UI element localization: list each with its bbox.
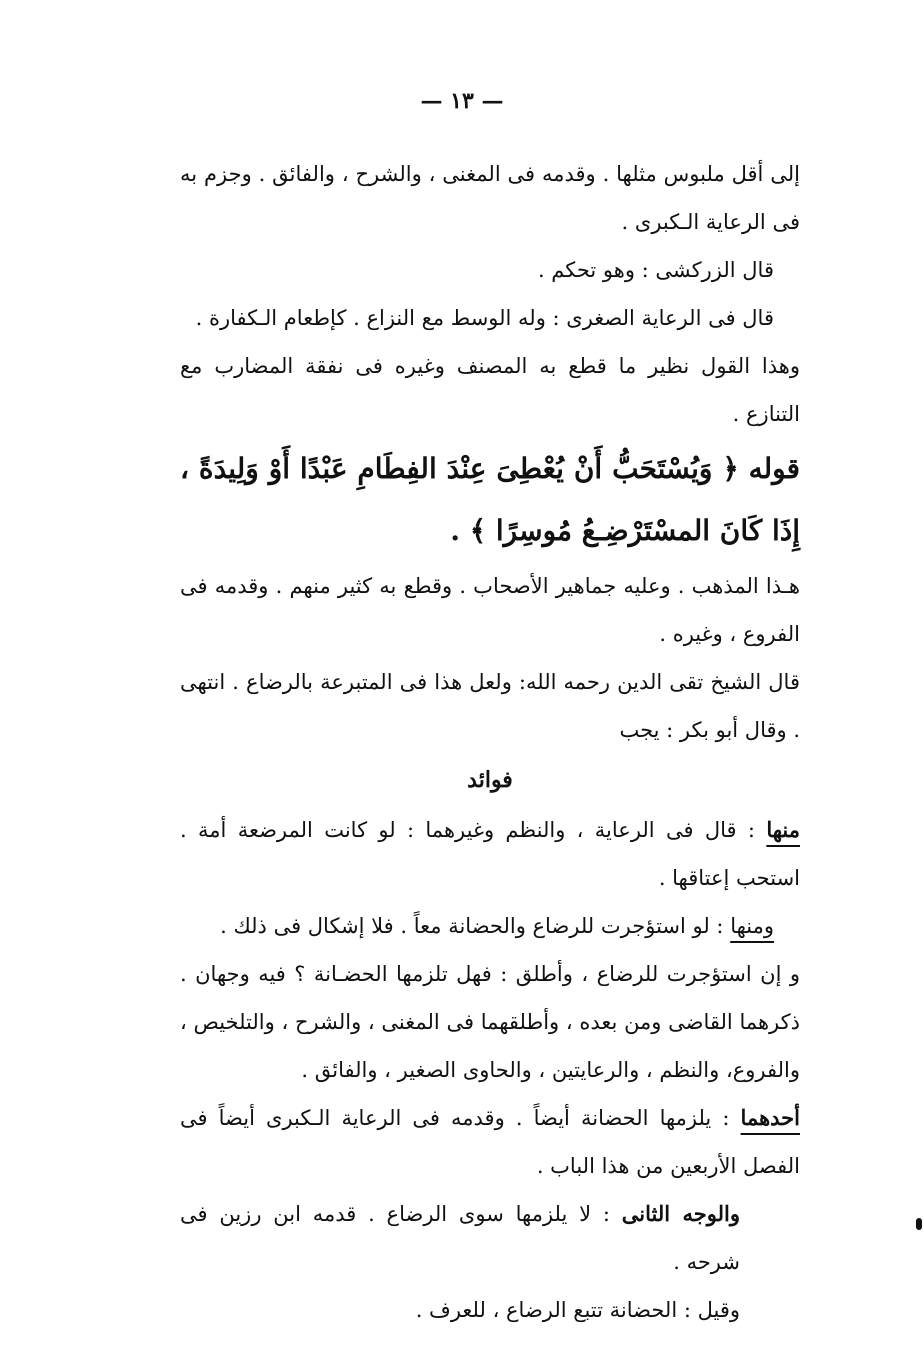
benefit-4: [180, 1094, 800, 1190]
benefit-5: [180, 1190, 800, 1286]
benefit-4-text: : يلزمها الحضانة أيضاً . وقدمه فى الرعاية الـكبرى أيضاً فى الفصل الأربعين من هذا الباب .: [180, 1106, 800, 1178]
paragraph-6: قال الشيخ تقى الدين رحمه الله: ولعل هذا فى المتبرعة بالرضاع . انتهى . وقال أبو بكر : يجب: [180, 670, 800, 742]
section-heading: فوائد: [467, 767, 513, 793]
quote-lead: قوله ﴿: [722, 452, 801, 485]
paragraph-4: وهذا القول نظير ما قطع به المصنف وغيره فى نفقة المضارب مع التنازع .: [180, 354, 800, 426]
benefit-2: [180, 902, 800, 950]
benefit-1-text: : قال فى الرعاية ، والنظم وغيرهما : لو كانت المرضعة أمة . استحب إعتاقها .: [180, 818, 800, 890]
benefit-2-text: : لو استؤجرت للرضاع والحضانة معاً . فلا إشكال فى ذلك .: [220, 914, 731, 938]
quote-close: ﴾ .: [450, 514, 487, 547]
benefit-1: [180, 806, 800, 902]
paragraph-5: هـذا المذهب . وعليه جماهير الأصحاب . وقطع به كثير منهم . وقدمه فى الفروع ، وغيره .: [180, 574, 800, 646]
paragraph-3: قال فى الرعاية الصغرى : وله الوسط مع النزاع . كإطعام الـكفارة .: [195, 306, 774, 330]
benefit-2-lead: ومنها: [730, 914, 774, 938]
paragraph-1: إلى أقل ملبوس مثلها . وقدمه فى المغنى ، والشرح ، والفائق . وجزم به فى الرعاية الـكبرى .: [180, 162, 800, 234]
page-number: — ١٣ —: [420, 88, 504, 114]
benefit-4-lead: أحدهما: [740, 1105, 800, 1130]
margin-mark: [916, 1218, 922, 1230]
main-text: [180, 150, 800, 1334]
paragraph-2: قال الزركشى : وهو تحكم .: [537, 258, 774, 282]
quote-body: وَيُسْتَحَبُّ أَنْ يُعْطِىَ عِنْدَ الفِطَامِ عَبْدًا أَوْ وَلِيدَةً ، إِذَا كَانَ المسْتَرْضِـعُ مُوسِرًا: [180, 452, 800, 547]
benefit-6: وقيل : الحضانة تتبع الرضاع ، للعرف .: [415, 1298, 740, 1322]
benefit-3: و إن استؤجرت للرضاع ، وأطلق : فهل تلزمها الحضـانة ؟ فيه وجهان . ذكرهما القاضى ومن بعده ، وأطلقهما فى المغنى ، والشرح ، والتلخيص ، والفروع، والنظم ، والرعايتين ، والحاوى الصغير ، والفائق .: [180, 962, 800, 1082]
quoted-text: [180, 438, 800, 562]
benefit-5-text: : لا يلزمها سوى الرضاع . قدمه ابن رزين فى شرحه .: [180, 1202, 740, 1274]
benefit-1-lead: منها: [766, 817, 800, 842]
benefit-5-lead: والوجه الثانى: [621, 1201, 740, 1226]
